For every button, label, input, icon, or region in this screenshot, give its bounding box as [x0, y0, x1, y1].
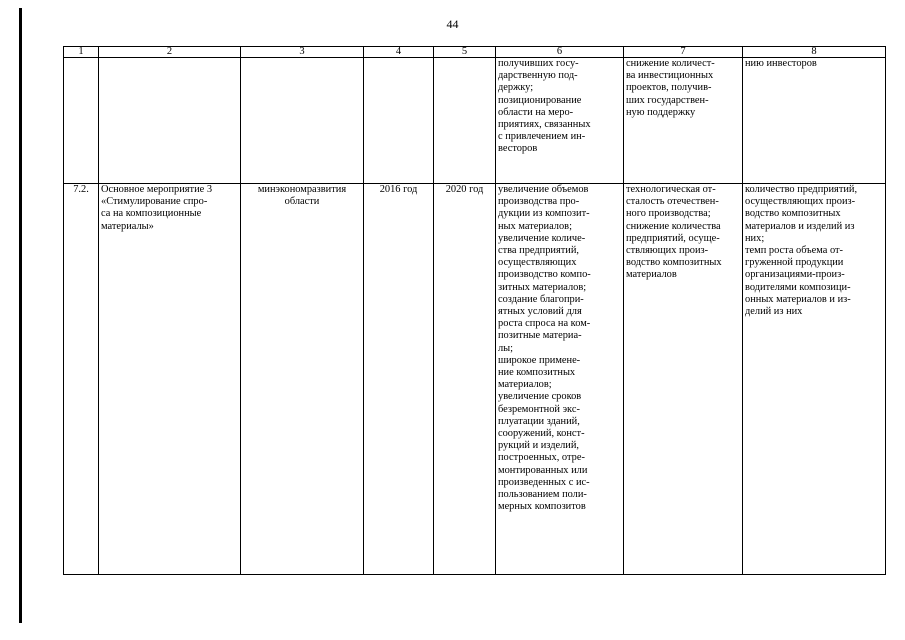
- end-year-cell: 2020 год: [434, 184, 496, 575]
- responsible-cell: [241, 58, 364, 184]
- start-year-cell: 2016 год: [364, 184, 434, 575]
- activity-name-cell: [99, 58, 241, 184]
- row-number-cell: 7.2.: [64, 184, 99, 575]
- row-number-cell: [64, 58, 99, 184]
- expected-result-cell: получивших госу- дарственную под- держку; позиционирование области на меро- приятиях, связанных с привлечением ин- весторов: [496, 58, 624, 184]
- indicator-link-cell: нию инвесторов: [743, 58, 886, 184]
- table-row: [64, 58, 886, 184]
- responsible-cell: минэкономразвития области: [241, 184, 364, 575]
- end-year-cell: [434, 58, 496, 184]
- header-cell: 7: [624, 47, 743, 58]
- header-cell: 3: [241, 47, 364, 58]
- header-cell: 4: [364, 47, 434, 58]
- left-margin-bar: [19, 8, 22, 623]
- expected-result-cell: увеличение объемов производства про- дукции из композит- ных материалов; увеличение количе- ства предприятий, осуществляющих производство компо- зитных материалов; создание благопри- ятных условий для роста спроса на ком- позитные материа- лы; широкое примене- ние композитных материалов; увеличение сроков безремонтной экс- плуатации зданий, сооружений, конст- рукций и изделий, построенных, отре- монтированных или произведенных с ис- пользованием поли- мерных композитов: [496, 184, 624, 575]
- header-cell: 2: [99, 47, 241, 58]
- header-cell: 1: [64, 47, 99, 58]
- table-row: [64, 184, 886, 575]
- start-year-cell: [364, 58, 434, 184]
- consequences-cell: технологическая от- сталость отечествен- ного производства; снижение количества предприятий, осуще- ствляющих произ- водство композитных материалов: [624, 184, 743, 575]
- page-number: 44: [446, 17, 459, 31]
- header-cell: 8: [743, 47, 886, 58]
- indicator-link-cell: количество предприятий, осуществляющих произ- водство композитных материалов и изделий из них; темп роста объема от- груженной продукции организациями-произ- водителями композици- онных материалов и из- делий из них: [743, 184, 886, 575]
- header-row: [64, 47, 886, 58]
- activity-name-cell: Основное мероприятие 3 «Стимулирование спро- са на композиционные материалы»: [99, 184, 241, 575]
- program-table: [63, 46, 886, 575]
- header-cell: 6: [496, 47, 624, 58]
- consequences-cell: снижение количест- ва инвестиционных проектов, получив- ших государствен- ную поддержку: [624, 58, 743, 184]
- header-cell: 5: [434, 47, 496, 58]
